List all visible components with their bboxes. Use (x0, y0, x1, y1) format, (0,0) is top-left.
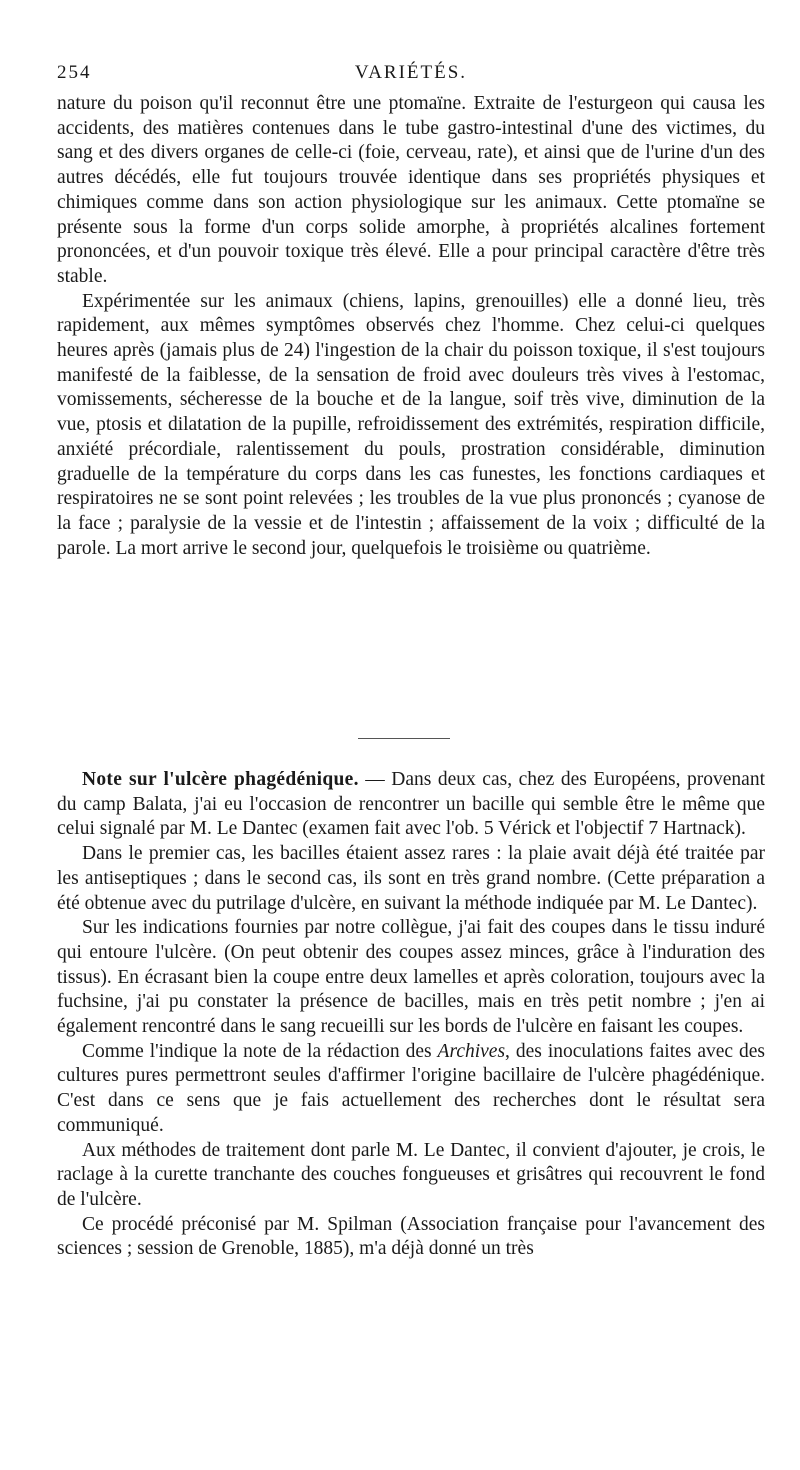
journal-name: Archives (437, 1040, 506, 1062)
section-continued-text (57, 92, 765, 561)
note-section (57, 768, 765, 1262)
paragraph: Expérimentée sur les animaux (chiens, lapins, grenouilles) elle a donné lieu, très rapidement, aux mêmes symptômes observés chez l'homme. Chez celui-ci quelques heures après (jamais plus de 24) l'ingestion de la chair du poisson toxique, il s'est toujours manifesté de la faiblesse, de la sensation de froid avec douleurs très vives à l'estomac, vomissements, sécheresse de la bouche et de la langue, soif très vive, diminution de la vue, ptosis et dilatation de la pupille, refroidissement des extrémités, respiration difficile, anxiété précordiale, ralentissement du pouls, prostration considérable, diminution graduelle de la température du corps dans les cas funestes, les fonctions cardiaques et respiratoires ne se sont point relevées ; les troubles de la vue plus prononcés ; cyanose de la face ; paralysie de la vessie et de l'intestin ; affaissement de la voix ; difficulté de la parole. La mort arrive le second jour, quelquefois le troisième ou quatrième. (57, 290, 765, 559)
text-run: , des inoculations faites avec des cultures pures permettront seules d'affirmer l'origine bacillaire de l'ulcère phagédénique. C'est dans ce sens que je fais actuellement des recherches dont le résultat sera communiqué. (57, 1040, 765, 1136)
paragraph: Sur les indications fournies par notre collègue, j'ai fait des coupes dans le tissu induré qui entoure l'ulcère. (On peut obtenir des coupes assez minces, grâce à l'induration des tissus). En écrasant bien la coupe entre deux lamelles et après coloration, toujours avec la fuchsine, j'ai pu constater la présence de bacilles, mais en très petit nombre ; j'en ai également rencontré dans le sang recueilli sur les bords de l'ulcère en faisant les coupes. (57, 917, 765, 1038)
text-run: Comme l'indique la note de la rédaction des (82, 1040, 438, 1062)
page-header (57, 62, 765, 90)
paragraph: Dans le premier cas, les bacilles étaient assez rares : la plaie avait déjà été traitée par les antiseptiques ; dans le second cas, ils sont en très grand nombre. (Cette préparation a été obtenue avec du putrilage d'ulcère, en suivant la méthode indiquée par M. Le Dantec). (57, 843, 765, 914)
paragraph (57, 1040, 765, 1139)
note-intro: — Dans deux cas, chez des Européens, provenant du camp Balata, j'ai eu l'occasion de rencontrer un bacille qui semble être le même que celui signalé par M. Le Dantec (examen fait avec l'ob. 5 Vérick et l'objectif 7 Hartnack). (57, 769, 765, 840)
page-number: 254 (57, 62, 92, 83)
paragraph (57, 768, 765, 842)
running-head: VARIÉTÉS. (354, 62, 468, 83)
paragraph: Ce procédé préconisé par M. Spilman (Association française pour l'avancement des sciences ; session de Grenoble, 1885), m'a déjà donné un très (57, 1213, 765, 1260)
paragraph: Aux méthodes de traitement dont parle M. Le Dantec, il convient d'ajouter, je crois, le raclage à la curette tranchante des couches fongueuses et grisâtres qui recouvrent le fond de l'ulcère. (57, 1139, 765, 1210)
paragraph: nature du poison qu'il reconnut être une ptomaïne. Extraite de l'esturgeon qui causa les accidents, des matières contenues dans le tube gastro-intestinal d'une des victimes, du sang et des divers organes de celle-ci (foie, cerveau, rate), et ainsi que de l'urine d'un des autres décédés, elle fut toujours trouvée identique dans ses propriétés physiques et chimiques comme dans son action physiologique sur les animaux. Cette ptomaïne se présente sous la forme d'un corps solide amorphe, à propriétés alcalines fortement prononcées, et d'un pouvoir toxique très élevé. Elle a pour principal caractère d'être très stable. (57, 93, 765, 287)
note-title: Note sur l'ulcère phagédénique. (82, 769, 359, 790)
section-divider (358, 738, 450, 739)
